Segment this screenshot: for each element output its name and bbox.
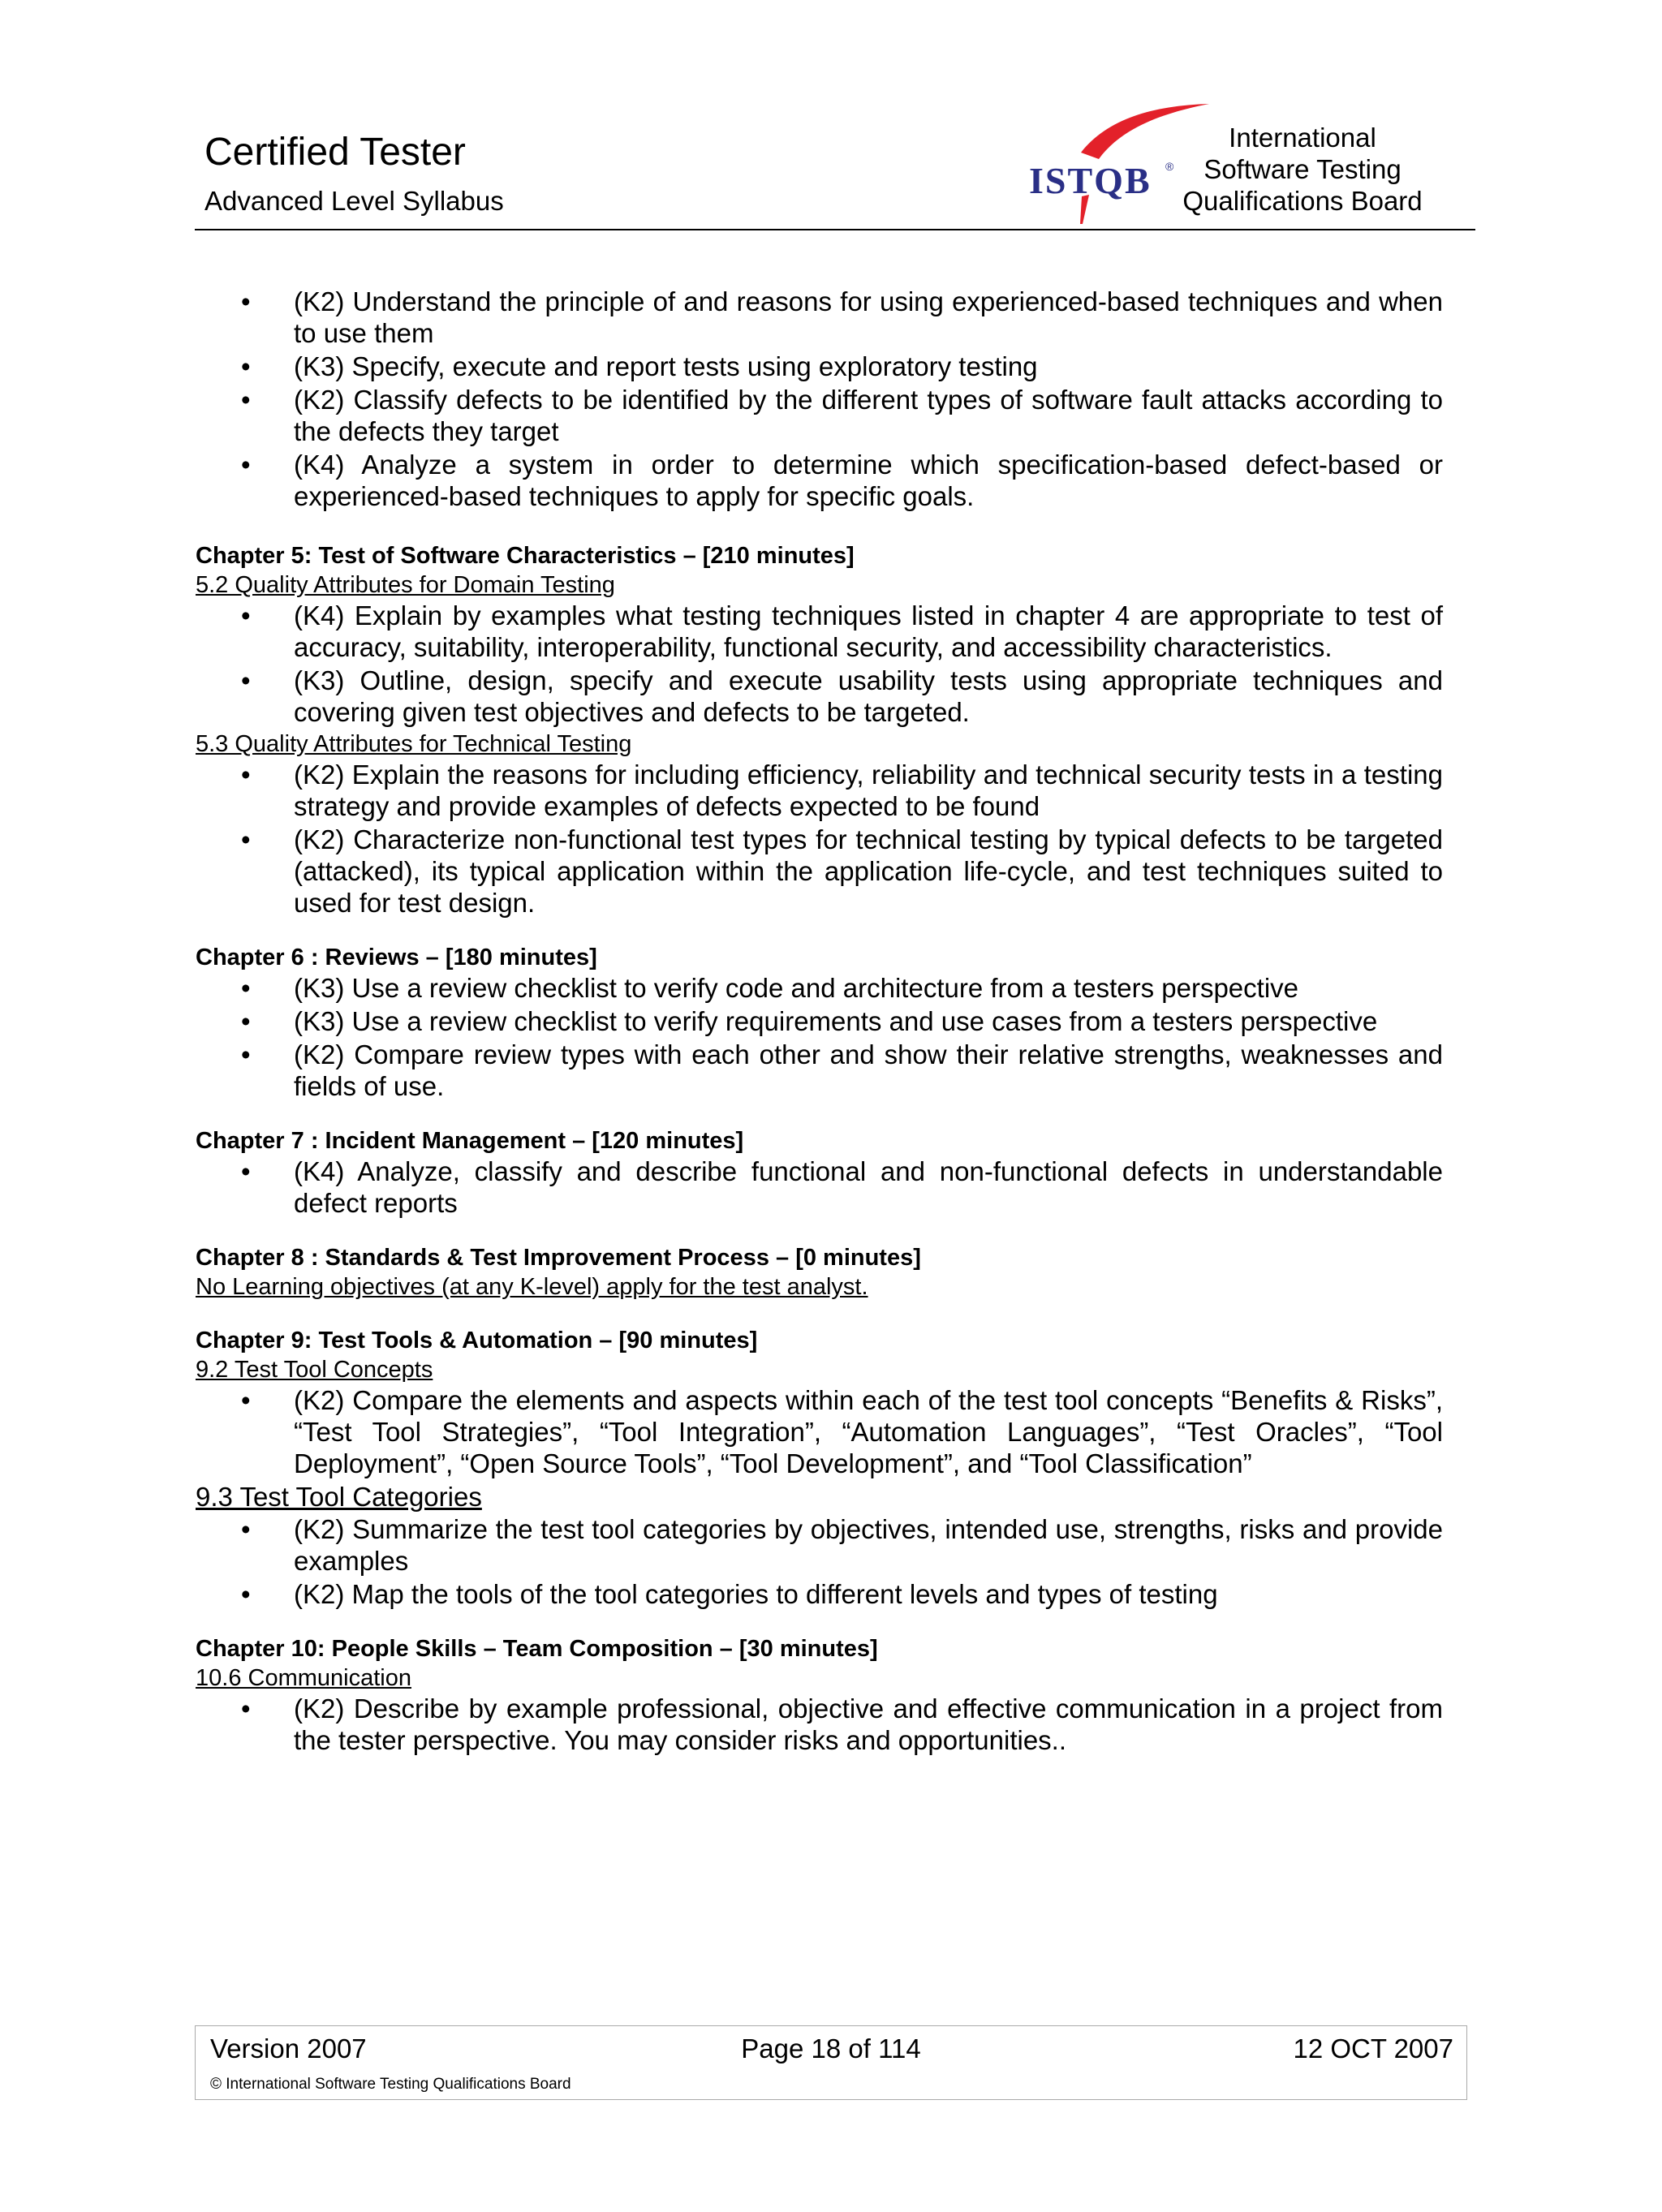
objective-text: (K2) Classify defects to be identified by the different types of software fault attacks according to the defects they target xyxy=(294,385,1443,446)
bullet-icon xyxy=(241,1005,251,1037)
chapter-5-heading: Chapter 5: Test of Software Characteristics – [210 minutes] xyxy=(196,543,855,569)
objective-text: (K4) Analyze, classify and describe functional and non-functional defects in understandable defect reports xyxy=(294,1156,1443,1218)
list-item xyxy=(196,1155,1443,1219)
document-title: Certified Tester xyxy=(205,131,466,174)
bullet-icon xyxy=(241,1039,251,1070)
objective-text: (K3) Specify, execute and report tests using exploratory testing xyxy=(294,351,1038,381)
chapter-9-heading: Chapter 9: Test Tools & Automation – [90 minutes] xyxy=(196,1328,758,1353)
date-label: 12 OCT 2007 xyxy=(1293,2033,1453,2064)
section-9-2-heading: 9.2 Test Tool Concepts xyxy=(196,1357,433,1383)
bullet-icon xyxy=(241,1578,251,1610)
list-item xyxy=(196,824,1443,919)
bullet-icon xyxy=(241,449,251,480)
chapter-10-heading: Chapter 10: People Skills – Team Composition – [30 minutes] xyxy=(196,1636,878,1662)
list-item xyxy=(196,1513,1443,1577)
org-line: Software Testing xyxy=(1203,154,1402,184)
bullet-icon xyxy=(241,824,251,855)
logo-wordmark: ISTQB xyxy=(1029,160,1152,201)
logo-registered-mark: ® xyxy=(1165,160,1174,173)
bullet-icon xyxy=(241,286,251,317)
chapter-6-list xyxy=(196,972,1443,1102)
version-label: Version 2007 xyxy=(210,2033,367,2064)
bullet-icon xyxy=(241,384,251,415)
list-item xyxy=(196,1039,1443,1102)
org-line: Qualifications Board xyxy=(1182,186,1423,216)
section-10-6-list xyxy=(196,1693,1443,1756)
section-5-3-list xyxy=(196,759,1443,919)
objective-text: (K2) Describe by example professional, objective and effective communication in a project from the tester perspective. You may consider risks and opportunities.. xyxy=(294,1693,1443,1755)
bullet-icon xyxy=(241,1384,251,1416)
objective-text: (K2) Map the tools of the tool categories to different levels and types of testing xyxy=(294,1579,1218,1609)
objective-text: (K2) Understand the principle of and reasons for using experienced-based techniques and when to use them xyxy=(294,286,1443,348)
chapter-8-note: No Learning objectives (at any K-level) apply for the test analyst. xyxy=(196,1274,868,1300)
page-footer xyxy=(195,2025,1467,2100)
chapter-8-heading: Chapter 8 : Standards & Test Improvement Process – [0 minutes] xyxy=(196,1245,921,1271)
document-subtitle: Advanced Level Syllabus xyxy=(205,186,504,216)
objective-text: (K3) Use a review checklist to verify requirements and use cases from a testers perspective xyxy=(294,1006,1378,1036)
objective-text: (K3) Outline, design, specify and execute usability tests using appropriate techniques and covering given test objectives and defects to be targeted. xyxy=(294,665,1443,727)
list-item xyxy=(196,665,1443,728)
bullet-icon xyxy=(241,972,251,1004)
section-9-3-list xyxy=(196,1513,1443,1610)
objective-text: (K2) Compare review types with each other and show their relative strengths, weaknesses and fields of use. xyxy=(294,1039,1443,1101)
bullet-icon xyxy=(241,665,251,696)
objective-text: (K3) Use a review checklist to verify code and architecture from a testers perspective xyxy=(294,973,1298,1003)
objective-text: (K2) Summarize the test tool categories by objectives, intended use, strengths, risks and provide examples xyxy=(294,1514,1443,1576)
copyright-notice: © International Software Testing Qualifications Board xyxy=(210,2076,571,2093)
section-5-3-heading: 5.3 Quality Attributes for Technical Testing xyxy=(196,731,632,757)
bullet-icon xyxy=(241,1693,251,1724)
list-item xyxy=(196,600,1443,663)
list-item xyxy=(196,1005,1443,1037)
bullet-icon xyxy=(241,600,251,631)
chapter-7-list xyxy=(196,1155,1443,1219)
syllabus-content xyxy=(196,286,1443,1758)
list-item xyxy=(196,759,1443,822)
list-item xyxy=(196,449,1443,512)
section-10-6-heading: 10.6 Communication xyxy=(196,1665,411,1691)
objective-text: (K2) Compare the elements and aspects within each of the test tool concepts “Benefits & Risks”, “Test Tool Strategies”, “Tool Integration”, “Automation Languages”, “Test Oracles”, “Tool Deployment”, “Open Source Tools”, “Tool Development”, and “Tool Classification” xyxy=(294,1385,1443,1478)
header-divider xyxy=(195,229,1475,230)
section-5-2-heading: 5.2 Quality Attributes for Domain Testing xyxy=(196,572,615,598)
list-item xyxy=(196,1693,1443,1756)
section-9-2-list xyxy=(196,1384,1443,1479)
list-item xyxy=(196,351,1443,382)
objective-text: (K2) Explain the reasons for including efficiency, reliability and technical security tests in a testing strategy and provide examples of defects expected to be found xyxy=(294,760,1443,821)
bullet-icon xyxy=(241,1513,251,1545)
bullet-icon xyxy=(241,759,251,790)
chapter-6-heading: Chapter 6 : Reviews – [180 minutes] xyxy=(196,945,597,970)
list-item xyxy=(196,1384,1443,1479)
organization-name xyxy=(1181,122,1424,217)
section-9-3-heading: 9.3 Test Tool Categories xyxy=(196,1482,482,1512)
objective-text: (K4) Analyze a system in order to determine which specification-based defect-based or experienced-based techniques to apply for specific goals. xyxy=(294,450,1443,511)
org-line: International xyxy=(1229,123,1376,153)
intro-objectives-list xyxy=(196,286,1443,512)
bullet-icon xyxy=(241,351,251,382)
list-item xyxy=(196,286,1443,349)
list-item xyxy=(196,972,1443,1004)
objective-text: (K2) Characterize non-functional test types for technical testing by typical defects to be targeted (attacked), its typical application within the application life-cycle, and test techniques suited to used for test design. xyxy=(294,824,1443,918)
list-item xyxy=(196,1578,1443,1610)
list-item xyxy=(196,384,1443,447)
chapter-7-heading: Chapter 7 : Incident Management – [120 minutes] xyxy=(196,1128,744,1154)
objective-text: (K4) Explain by examples what testing techniques listed in chapter 4 are appropriate to test of accuracy, suitability, interoperability, functional security, and accessibility characteristics. xyxy=(294,600,1443,662)
section-5-2-list xyxy=(196,600,1443,728)
page-number: Page 18 of 114 xyxy=(741,2033,921,2064)
bullet-icon xyxy=(241,1155,251,1187)
